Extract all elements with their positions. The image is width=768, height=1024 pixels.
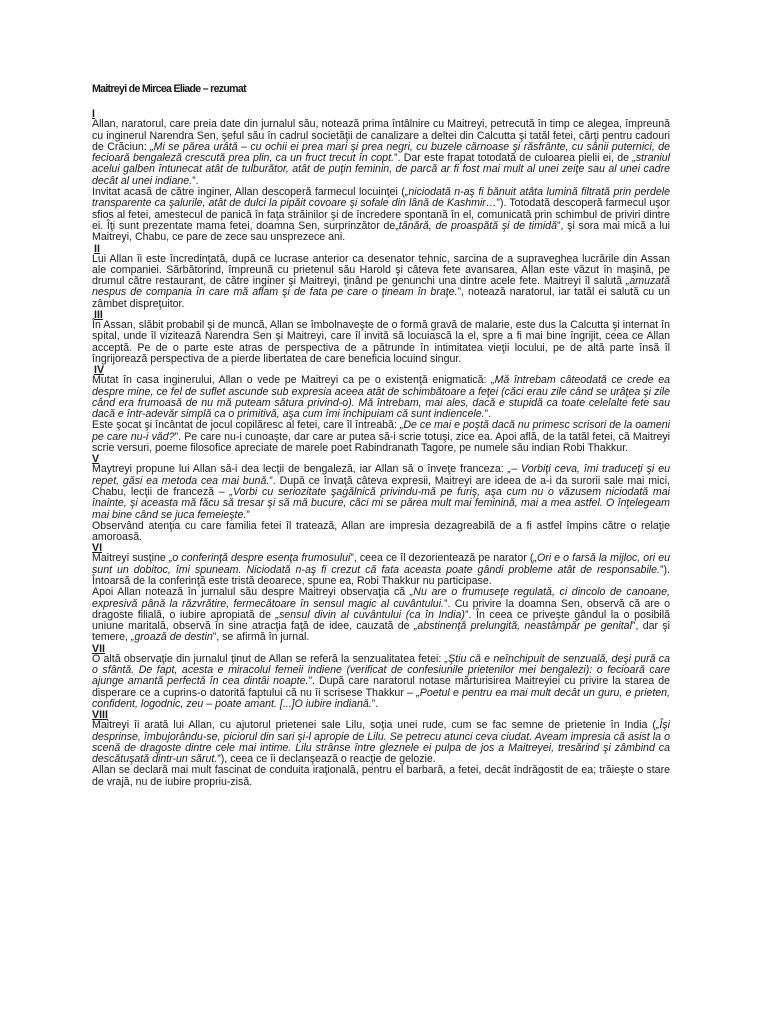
section-paragraph: [92, 521, 670, 544]
quoted-text: „Mă întrebam câteodată ce crede ea despre mine, ce fel de suflet ascunde sub expresia aceea atât de schimbătoare a feţei (căci erau zile când se urâţea şi zile când era frumoasă de nu mă puteam sătura privind-o). Mă întrebam, mai ales, dacă e stupidă ca toate celelalte fete sau dacă e într-adevăr simplă ca o primitivă, aşa cum îmi închipuiam că sunt indiencele.: [92, 374, 670, 421]
section-paragraph: [92, 420, 670, 454]
quoted-text: „Mi se părea urâtă – cu ochii ei prea mari şi prea negri, cu buzele cărnoase şi răsfrânte, cu sânii puternici, de fecioară bengaleză crescută prea plin, ca un fruct trecut în copt.: [92, 140, 670, 165]
document-title: Maitreyi de Mircea Eliade – rezumat: [92, 83, 246, 95]
quoted-text: „o conferinţă despre esenţa frumosului: [168, 552, 351, 565]
quoted-text: „amuzată nespus de compania în care mă aflam şi de fata pe care o ţineam în braţe.: [92, 275, 670, 299]
text-run: ”.: [371, 697, 379, 710]
section-heading: IV: [94, 364, 105, 377]
text-run: ”), ceea ce îi declanşează o reacţie de gelozie.: [217, 753, 436, 766]
section-paragraph: [92, 320, 670, 365]
text-run: Observând atenţia cu care familia fetei îl tratează, Allan are impresia dezagreabilă de a fi astfel împins către o relaţie amoroasă.: [92, 519, 670, 544]
text-run: Maitreyi susţine: [92, 552, 169, 565]
text-run: ”: [246, 508, 250, 521]
section-paragraph: [92, 587, 670, 643]
section-heading: VIII: [92, 709, 108, 722]
text-run: În Assan, slăbit probabil şi de muncă, Allan se îmbolnaveşte de o formă gravă de malarie, este dus la Calcutta şi internat în spital, unde îl vizitează Narendra Sen şi Maitreyi, care îl invită să locuiască la el, spre a fi mai bine îngrijit, ceea ce Allan acceptă. Pe de o parte este atras de perspectiva de a pătrunde în intimitatea vieţii locului, pe de altă parte însă îl îngrijorează perspectiva de a pierde libertatea de care beneficia locuind singur.: [92, 319, 670, 365]
text-run: ”, şi sora mai mică a lui Maitreyi, Chabu, ce pare de zece sau unsprezece ani.: [92, 219, 670, 244]
text-run: ”, ceea ce îl dezorientează pe narator (: [350, 552, 534, 565]
section-paragraph: [92, 119, 670, 187]
text-run: ”. După ce învaţă câteva expresii, Maitreyi are ideea de a-i da surorii sale mai mici, Chabu, lecţii de franceză –: [92, 474, 670, 498]
text-run: ”, notează naratorul, iar tatăl ei salută cu un zâmbet dispreţuitor.: [92, 286, 670, 310]
section-paragraph: [92, 254, 670, 310]
text-run: Lui Allan îi este încredinţată, după ce lucrase anterior ca desenator tehnic, sarcina de a supraveghea lucrările din Assan ale companiei. Sărbătorind, împreună cu prietenul său Harold şi câteva fete avansarea, Allan este văzut în maşină, pe drumul către restaurant, de către inginer şi Maitreyi, ţinând pe genunchi una dintre acele fete. Maitreyi îl salută: [92, 252, 670, 288]
text-run: O altă observaţie din jurnalul ţinut de Allan se referă la senzualitatea fetei:: [92, 652, 445, 665]
section-paragraph: [92, 187, 670, 243]
section-heading: VII: [92, 642, 105, 655]
text-run: ”. Dar este frapat totodată de culoarea pielii ei, de: [393, 152, 633, 165]
text-run: ”. Cu privire la doamna Sen, observă că are o dragoste filială, o iubire apropiată de: [92, 597, 670, 621]
document-page: [92, 84, 670, 788]
text-run: Allan, naratorul, care preia date din jurnalul său, notează prima întâlnire cu Maitreyi, petrecută în timp ce alegea, împreună cu inginerul Narendra Sen, şeful său în cadrul societăţii de canalizare a deltei din Calcutta şi tatăl fetei, cărţi pentru cadouri de Crăciun:: [92, 118, 670, 153]
text-run: Este şocat şi încântat de jocul copilăresc al fetei, care îl întreabă:: [92, 419, 400, 432]
quoted-text: „niciodată n-aş fi bănuit atâta lumină filtrată prin perdele transparente ca şalurile, atât de dulci la pipăit covoare şi sofale din lână de Kashmir…: [92, 186, 671, 210]
section-heading: II: [94, 242, 100, 255]
text-run: ”. După care naratorul notase mărturisirea Maitreyiei cu privire la starea de disperare ce a cuprins-o datorită faptului că nu îi scrisese Thakkur –: [92, 675, 671, 699]
quoted-text: „Nu are o frumuseţe regulată, ci dincolo de canoane, expresivă până la răzvrătire, fermecătoare în sensul magic al cuvântului.: [92, 586, 671, 610]
text-run: Allan se declară mai mult fascinat de conduita iraţională, pentru el barbară, a fetei, decât îndrăgostit de ea; trăieşte o stare de vrajă, nu de iubire propriu-zisă.: [92, 764, 670, 788]
quoted-text: „sensul divin al cuvântului (ca în India): [275, 608, 465, 621]
section-paragraph: [92, 654, 670, 710]
text-run: Maytreyi propune lui Allan să-i dea lecţii de bengaleză, iar Allan să o înveţe franceza:: [92, 463, 508, 476]
section-paragraph: [92, 720, 670, 765]
quoted-text: „groază de destin: [130, 631, 213, 644]
section-heading: III: [94, 309, 103, 322]
text-run: ”. În ceea ce priveşte gândul la o posibilă uniune maritală, observă în sine atracţia faţă de idee, cauzată de: [92, 608, 671, 633]
text-run: ”. Pe care nu-i cunoaşte, dar care ar putea să-i scrie totuşi, zice ea. Apoi află, de la tatăl fetei, că Maitreyi scrie versuri, poeme filosofice apreciate de marele poet Rabindranath Tagore, pe numele său indian Robi Thakkur.: [92, 430, 671, 455]
text-run: Maitreyi îi arată lui Allan, cu ajutorul prietenei sale Lilu, soţia unei rude, cum se fac semne de prietenie în India (: [92, 719, 656, 732]
text-run: Invitat acasă de către inginer, Allan descoperă farmecul locuinţei (: [92, 186, 405, 199]
text-run: ”.: [484, 408, 492, 421]
quoted-text: „De ce mai e poştă dacă nu primesc scrisori de la oameni pe care nu-i văd?: [92, 419, 670, 443]
section-heading: V: [92, 453, 100, 466]
quoted-text: „Poetul e pentru ea mai mult decât un guru, e prieten, confident, logodnic, zeu – poate amant. [...]O iubire indiană.: [92, 686, 670, 710]
section-paragraph: [92, 553, 670, 587]
section-paragraph: [92, 375, 670, 420]
text-run: Mutat în casa inginerului, Allan o vede pe Maitreyi ca pe o existenţă enigmatică:: [92, 374, 492, 387]
section-heading: I: [92, 108, 95, 121]
section-paragraph: [92, 464, 670, 520]
text-run: ”, se afirmă în jurnal.: [212, 631, 310, 644]
quoted-text: „straniul acelui galben întunecat atât de tulburător, atât de puţin feminin, de parcă ar fi fost mai mult al unei zeiţe sau al unei cadre decât al unei indiane.: [92, 152, 670, 187]
quoted-text: „abstinenţă prelungită, neastâmpăr pe genital: [413, 620, 632, 633]
quoted-text: „– Vorbiţi ceva, îmi traduceţi şi eu repet, găsi ea metoda cea mai bună.: [92, 463, 670, 487]
quoted-text: „Vorbi cu seriozitate şagălnică privindu-mă pe furiş, aşa cum nu o văzusem niciodată mai înainte, şi aceasta mă făcu să tresar şi să mă bucure, căci mi se părea mult mai feminină, mai a mea astfel. O înţelegeam mai bine când se juca femeieşte.: [92, 485, 670, 521]
section-heading: VI: [92, 542, 103, 555]
section-paragraph: [92, 765, 670, 788]
text-run: ”). Întoarsă de la conferinţă este tristă deoarece, spune ea, Robi Thakkur nu participase.: [92, 563, 670, 587]
quoted-text: „Îşi desprinse, îmbujorându-se, piciorul din sari şi-l apropie de Lilu. Se petrecu atunci ceva ciudat. Aveam impresia că asist la o scenă de dragoste dintre cele mai intime. Lilu strânse între gleznele ei pulpa de jos a Maitreyei, tresărind şi zâmbind ca descătuşată dintr-un sărut.: [92, 719, 670, 766]
quoted-text: „Ştiu că e neînchipuit de senzuală, deşi pură ca o sfântă. De fapt, acesta e miracolul femeii indiene (verificat de confesiunile prietenilor mei bengalezi): o fecioară care ajunge amantă perfectă în cea dintâi noapte.: [92, 652, 670, 688]
text-run: ”, dar şi temere,: [92, 620, 670, 644]
text-run: Apoi Allan notează în jurnalul său despre Maitreyi observaţia că: [92, 586, 410, 599]
document-body: [92, 109, 670, 788]
quoted-text: tânără, de proaspătă şi de timidă: [398, 219, 557, 232]
text-run: ”). Totodată descoperă farmecul uşor sfios al fetei, amestecul de panică în faţa străinilor şi de încredere spontană în el, comunicată prin schimbul de priviri dintre ei. Îţi sunt prezentate mama fetei, doamna Sen, surprinzător de„: [92, 197, 670, 232]
text-run: ”.: [192, 174, 199, 187]
quoted-text: „Ori e o farsă la mijloc, ori eu sunt un dobitoc, îmi spuneam. Niciodată n-aş fi crezut că fata aceasta poate gândi probleme atât de responsabile.: [92, 552, 670, 576]
